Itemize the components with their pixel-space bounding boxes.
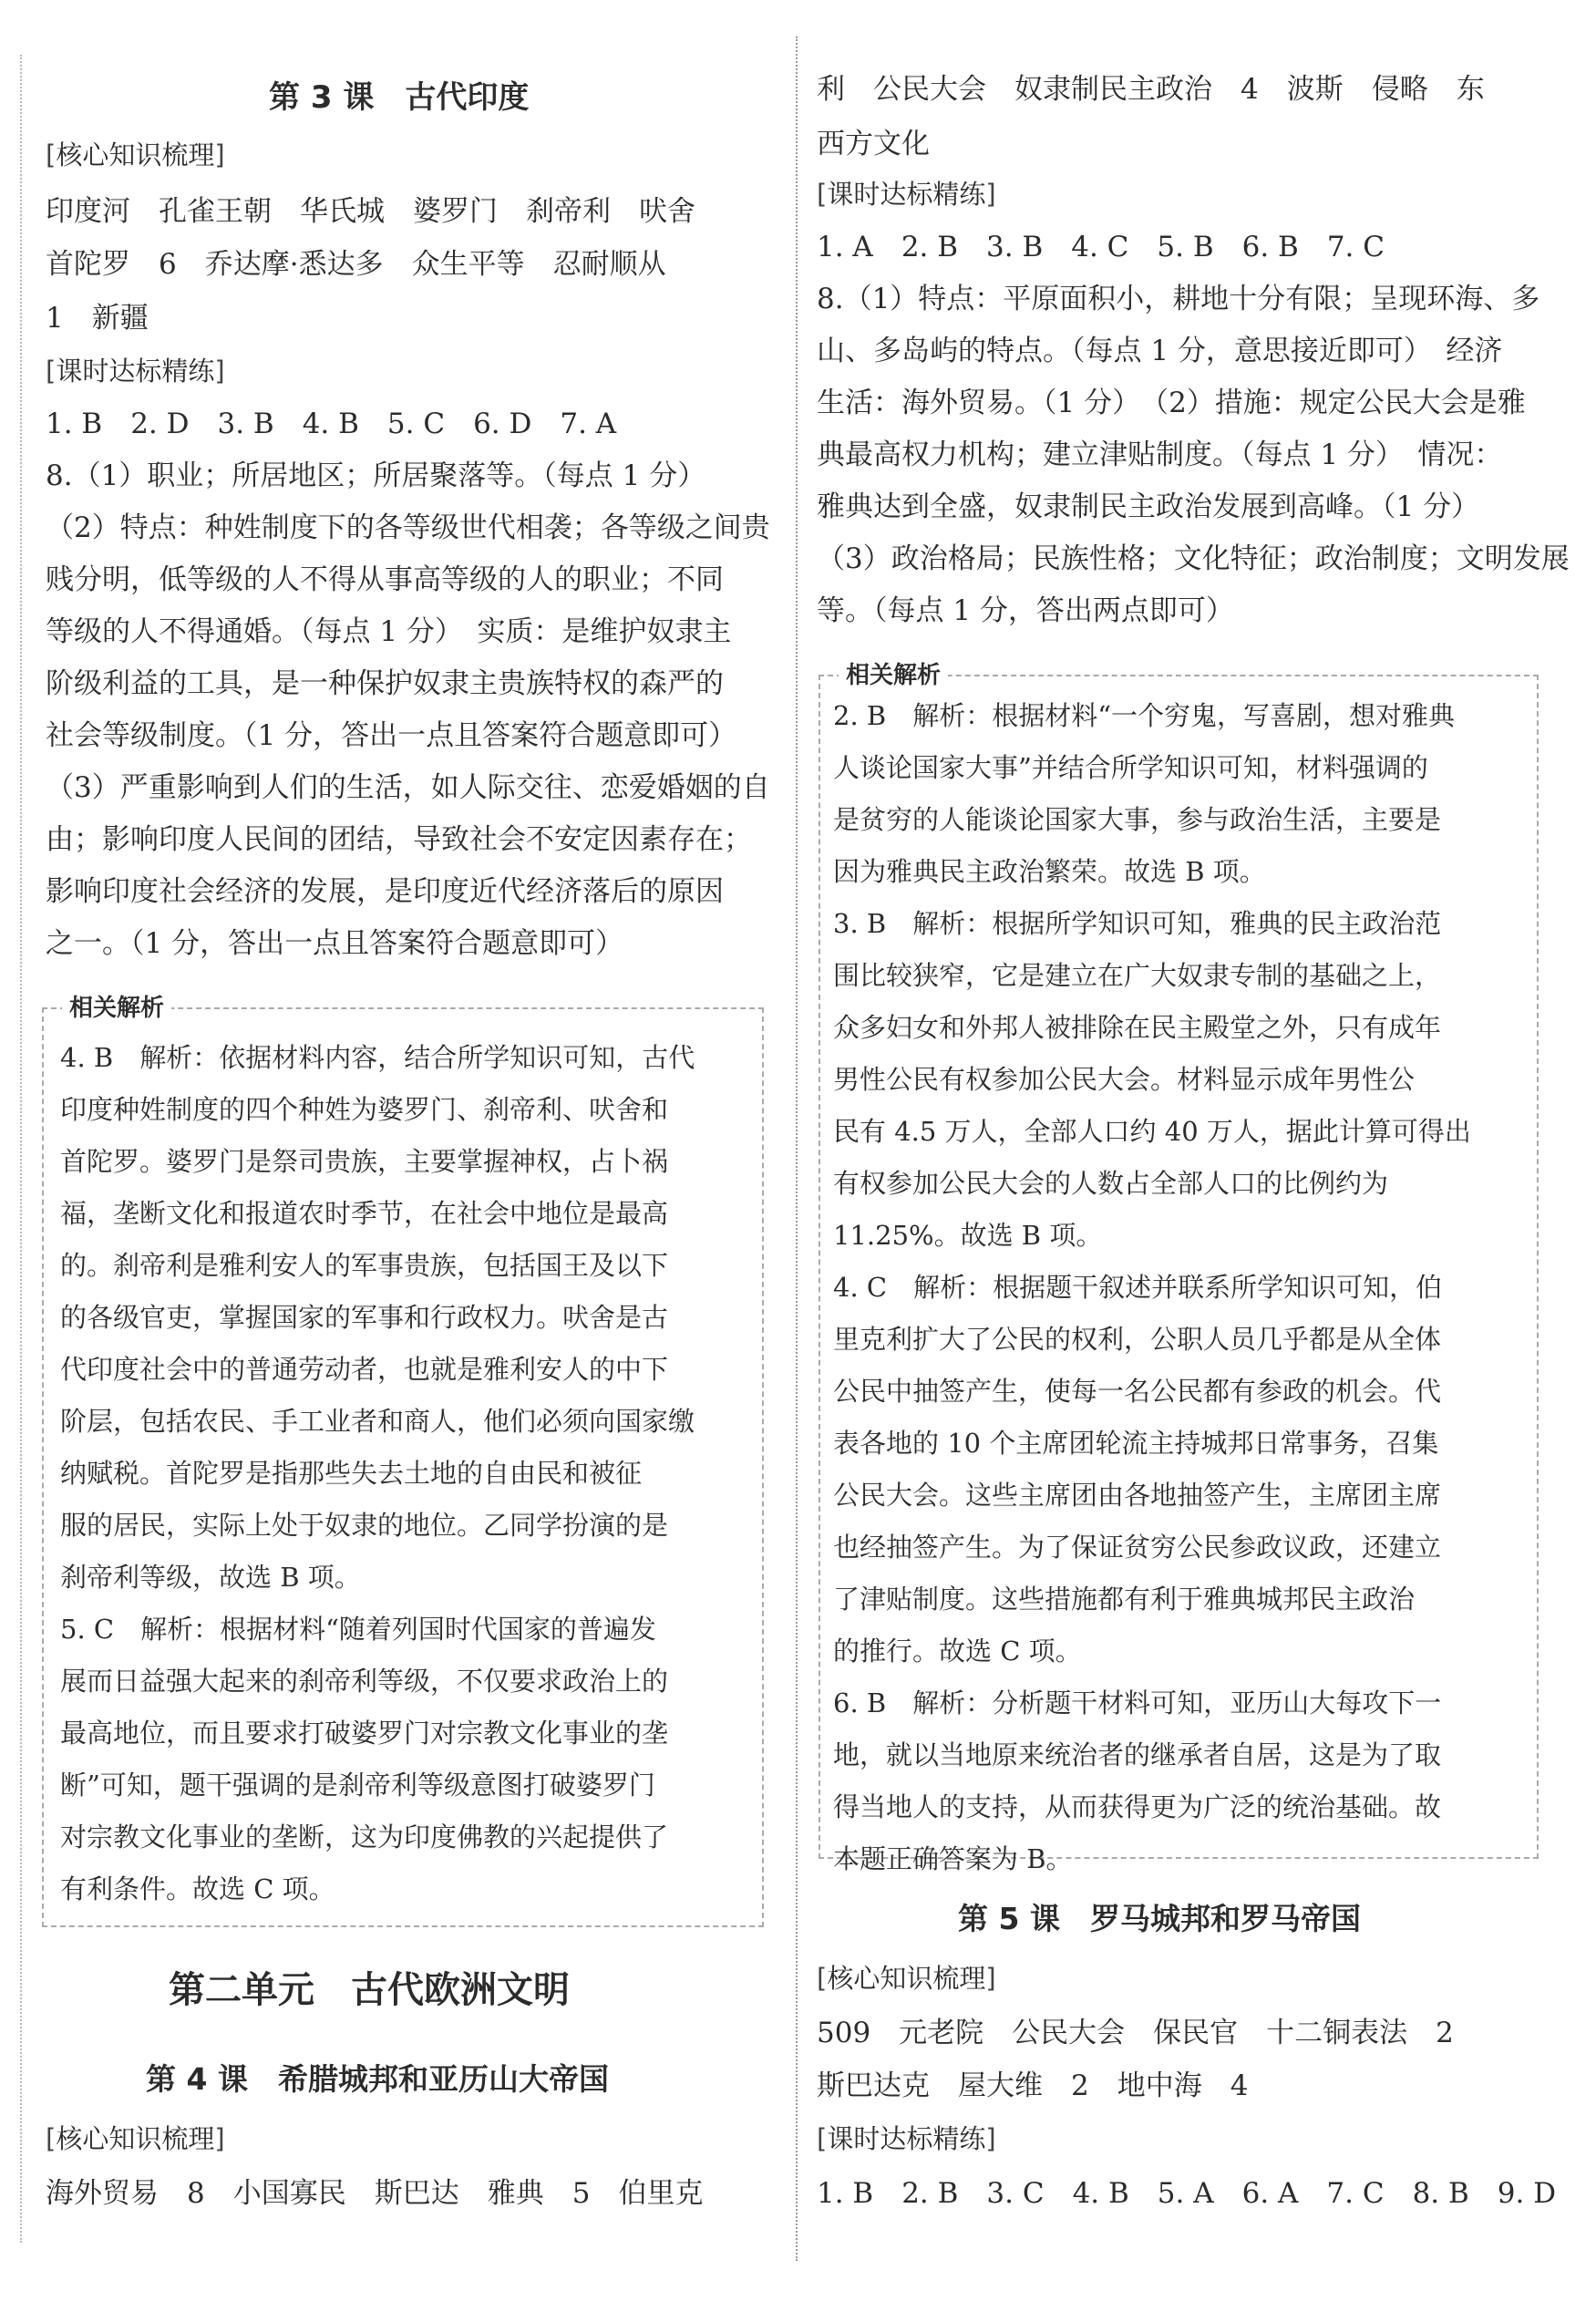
practice-heading: [课时达标精练] [817, 179, 996, 210]
practice5-heading: [课时达标精练] [817, 2123, 996, 2154]
practice-line: 阶级利益的工具，是一种保护奴隶主贵族特权的森严的 [46, 667, 724, 700]
practice-line: （3）严重影响到人们的生活，如人际交往、恋爱婚姻的自 [46, 771, 770, 804]
analysis-line: 5. C 解析：根据材料“随着列国时代国家的普遍发 [60, 1614, 656, 1645]
analysis-line: 有利条件。故选 C 项。 [60, 1873, 335, 1904]
core5-line: 509 元老院 公民大会 保民官 十二铜表法 2 [817, 2017, 1454, 2049]
unit-title: 第二单元 古代欧洲文明 [169, 1969, 570, 2011]
analysis-line: 众多妇女和外邦人被排除在民主殿堂之外，只有成年 [833, 1012, 1442, 1043]
practice-line: 典最高权力机构；建立津贴制度。（每点 1 分） 情况： [817, 439, 1503, 471]
core-line: 印度河 孔雀王朝 华氏城 婆罗门 刹帝利 吠舍 [46, 195, 695, 228]
practice5-line: 1. B 2. B 3. C 4. B 5. A 6. A 7. C 8. B 9. D [817, 2177, 1557, 2210]
core4-heading: [核心知识梳理] [46, 2123, 225, 2154]
analysis-line: 人谈论国家大事”并结合所学知识可知，材料强调的 [833, 752, 1428, 783]
left-margin-rule [20, 55, 22, 2243]
analysis-line: 有权参加公民大会的人数占全部人口的比例约为 [833, 1168, 1389, 1199]
analysis-line: 4. C 解析：根据题干叙述并联系所学知识可知，伯 [833, 1272, 1443, 1303]
core4-line: 海外贸易 8 小国寡民 斯巴达 雅典 5 伯里克 [46, 2177, 704, 2210]
core-line: 1 新疆 [46, 302, 149, 335]
core5-heading: [核心知识梳理] [817, 1963, 996, 1994]
practice-line: 等。（每点 1 分，答出两点即可） [817, 594, 1234, 627]
lesson4-title: 第 4 课 希腊城邦和亚历山大帝国 [146, 2061, 609, 2097]
analysis-line: 因为雅典民主政治繁荣。故选 B 项。 [833, 856, 1266, 887]
practice-line: 8.（1）职业；所居地区；所居聚落等。（每点 1 分） [46, 459, 706, 492]
core-line: 首陀罗 6 乔达摩·悉达多 众生平等 忍耐顺从 [46, 248, 666, 281]
analysis-line: 断”可知，题干强调的是刹帝利等级意图打破婆罗门 [60, 1770, 655, 1801]
practice-line: 1. B 2. D 3. B 4. B 5. C 6. D 7. A [46, 408, 617, 440]
analysis-line: 民有 4.5 万人，全部人口约 40 万人，据此计算可得出 [833, 1116, 1471, 1147]
practice-line: 等级的人不得通婚。（每点 1 分） 实质：是维护奴隶主 [46, 615, 732, 648]
practice-line: 社会等级制度。（1 分，答出一点且答案符合题意即可） [46, 719, 737, 752]
column-divider [796, 36, 798, 2261]
analysis-label: 相关解析 [62, 993, 171, 1024]
analysis-line: 的推行。故选 C 项。 [833, 1636, 1082, 1667]
analysis-line: 里克利扩大了公民的权利，公职人员几乎都是从全体 [833, 1324, 1442, 1355]
practice-line: 贱分明，低等级的人不得从事高等级的人的职业；不同 [46, 563, 724, 596]
analysis-line: 代印度社会中的普通劳动者，也就是雅利安人的中下 [60, 1354, 669, 1385]
analysis-line: 对宗教文化事业的垄断，这为印度佛教的兴起提供了 [60, 1821, 669, 1852]
analysis-line: 也经抽签产生。为了保证贫穷公民参政议政，还建立 [833, 1532, 1442, 1563]
core5-label: 核心知识梳理 [827, 1963, 986, 1994]
analysis-line: 福，垄断文化和报道农时季节，在社会中地位是最高 [60, 1198, 669, 1229]
practice-line: 1. A 2. B 3. B 4. C 5. B 6. B 7. C [817, 231, 1385, 263]
analysis-line: 阶层，包括农民、手工业者和商人，他们必须向国家缴 [60, 1406, 695, 1437]
analysis-line: 最高地位，而且要求打破婆罗门对宗教文化事业的垄 [60, 1718, 669, 1749]
analysis-line: 服的居民，实际上处于奴隶的地位。乙同学扮演的是 [60, 1510, 669, 1541]
practice-label: 课时达标精练 [827, 179, 986, 210]
core5-line: 斯巴达克 屋大维 2 地中海 4 [817, 2069, 1249, 2102]
continued-line: 西方文化 [817, 128, 930, 160]
practice-line: 雅典达到全盛，奴隶制民主政治发展到高峰。（1 分） [817, 490, 1480, 523]
analysis-line: 围比较狭窄，它是建立在广大奴隶专制的基础之上， [833, 960, 1442, 991]
continued-line: 利 公民大会 奴隶制民主政治 4 波斯 侵略 东 [817, 73, 1485, 106]
analysis-line: 3. B 解析：根据所学知识可知，雅典的民主政治范 [833, 908, 1442, 939]
lesson5-title: 第 5 课 罗马城邦和罗马帝国 [958, 1901, 1361, 1936]
practice-line: 影响印度社会经济的发展，是印度近代经济落后的原因 [46, 875, 724, 908]
analysis-line: 了津贴制度。这些措施都有利于雅典城邦民主政治 [833, 1584, 1416, 1615]
analysis-line: 表各地的 10 个主席团轮流主持城邦日常事务，召集 [833, 1428, 1439, 1459]
core4-label: 核心知识梳理 [56, 2123, 215, 2154]
practice-line: 8.（1）特点：平原面积小，耕地十分有限；呈现环海、多 [817, 283, 1540, 315]
practice-line: 之一。（1 分，答出一点且答案符合题意即可） [46, 927, 624, 960]
core-knowledge-label: 核心知识梳理 [56, 139, 215, 170]
analysis-line: 首陀罗。婆罗门是祭司贵族，主要掌握神权，占卜祸 [60, 1146, 669, 1177]
analysis-line: 纳赋税。首陀罗是指那些失去土地的自由民和被征 [60, 1458, 643, 1489]
practice5-label: 课时达标精练 [827, 2123, 986, 2154]
analysis-line: 4. B 解析：依据材料内容，结合所学知识可知，古代 [60, 1042, 695, 1073]
analysis-line: 展而日益强大起来的刹帝利等级，不仅要求政治上的 [60, 1666, 669, 1697]
analysis-line: 的各级官吏，掌握国家的军事和行政权力。吠舍是古 [60, 1302, 669, 1333]
analysis-line: 是贫穷的人能谈论国家大事，参与政治生活，主要是 [833, 804, 1442, 835]
analysis-line: 男性公民有权参加公民大会。材料显示成年男性公 [833, 1064, 1416, 1095]
practice-heading: [课时达标精练] [46, 356, 225, 387]
analysis-line: 本题正确答案为 B。 [833, 1843, 1073, 1874]
practice-line: （2）特点：种姓制度下的各等级世代相袭；各等级之间贵 [46, 511, 770, 544]
analysis-line: 刹帝利等级，故选 B 项。 [60, 1562, 361, 1593]
practice-line: （3）政治格局；民族性格；文化特征；政治制度；文明发展 [817, 542, 1570, 575]
practice-line: 生活：海外贸易。（1 分） （2）措施：规定公民大会是雅 [817, 387, 1526, 419]
analysis-label: 相关解析 [839, 660, 948, 691]
practice-label: 课时达标精练 [56, 356, 215, 387]
analysis-line: 11.25%。故选 B 项。 [833, 1220, 1103, 1251]
lesson3-title: 第 3 课 古代印度 [269, 79, 530, 116]
analysis-line: 印度种姓制度的四个种姓为婆罗门、刹帝利、吠舍和 [60, 1094, 669, 1125]
analysis-line: 公民大会。这些主席团由各地抽签产生，主席团主席 [833, 1480, 1442, 1511]
practice-line: 山、多岛屿的特点。（每点 1 分，意思接近即可） 经济 [817, 335, 1503, 367]
analysis-line: 地，就以当地原来统治者的继承者自居，这是为了取 [833, 1739, 1442, 1770]
analysis-line: 的。刹帝利是雅利安人的军事贵族，包括国王及以下 [60, 1250, 669, 1281]
analysis-line: 2. B 解析：根据材料“一个穷鬼，写喜剧，想对雅典 [833, 700, 1456, 731]
analysis-line: 公民中抽签产生，使每一名公民都有参政的机会。代 [833, 1376, 1442, 1407]
analysis-line: 得当地人的支持，从而获得更为广泛的统治基础。故 [833, 1791, 1442, 1822]
analysis-line: 6. B 解析：分析题干材料可知，亚历山大每攻下一 [833, 1687, 1442, 1718]
practice-line: 由；影响印度人民间的团结，导致社会不安定因素存在； [46, 823, 752, 856]
core-knowledge-heading: [核心知识梳理] [46, 139, 225, 170]
